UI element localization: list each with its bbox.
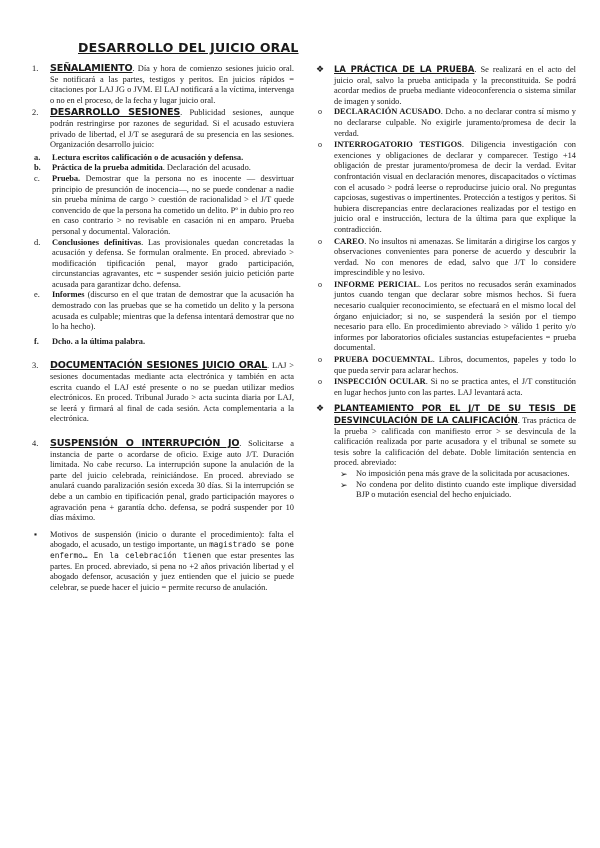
list-item-text: . Si no se practica antes, el J/T constitución en lugar hechos junto con las partes. LAJ levantará acta. [334,377,576,397]
diamond-bullet-icon: ❖ [316,403,325,414]
list-item-b [32,163,294,174]
section-number: 2. [32,108,39,118]
list-item-bold: DECLARACIÓN ACUSADO [334,107,441,117]
list-item-f [32,337,294,348]
bullet-text: Motivos de suspensión (inicio o durante el procedimiento): falta el abogado, el acusado, un testigo importante, un [50,529,294,550]
list-item-bold: INSPECCIÓN OCULAR [334,377,426,387]
left-column [32,64,294,593]
list-item-bold: INTERROGATORIO TESTIGOS [334,140,462,150]
list-item-text: Demostrar que la persona no es inocente — desvirtuar principio de presunción de inocencia—, no se puede condenar a nadie sin prueba mínima de cargo > cuestión de racionalidad > el J/T quede convencido de que la persona ha cometido un delito. Pº in dubio pro reo en caso contrario > no revisable en casación ni en amparo. Prueba personal y documental. Valoración. [52,173,294,236]
section-text: . LAJ > sesiones documentadas mediante acta electrónica y también en acta escrita cuando el LAJ esté presente o no se puedan utilizar medios electrónicos. En proced. Tribunal Jurado > acta sucinta diaria por LAJ, se leerá y firmará al final de cada sesión. Acta complementaria a la electrónica. [50,361,294,424]
section-senalamiento [32,64,294,106]
section-heading: SEÑALAMIENTO [50,63,133,74]
list-item [316,355,576,376]
list-item-d [32,238,294,291]
section-practica-prueba [316,64,576,107]
list-item-text: . Libros, documentos, papeles y todo lo que pueda servir para aclarar hechos. [334,355,577,375]
circle-bullet-icon: o [318,377,322,387]
handwritten-text: magistrado se pone enfermo… En la celebración tienen [50,540,294,560]
list-marker: f. [34,336,39,346]
bullet-text: que estar presentes las partes. En proced. abreviado, si pena no +2 años privación libertad y el abogado defensor, acusación y juez entienden que el juicio se puede celebrar, se puede hacer el juicio = permite recurso de anulación. [50,550,294,592]
list-item [316,469,576,480]
list-item-bold: Informes [52,290,85,300]
limitacion-list [316,469,576,501]
section-text: . Día y hora de comienzo sesiones juicio oral. Se notificará a las partes, testigos y peritos. En juicios rápidos = citaciones por LAJ JG o JVM. El LAJ notificará a la víctima, intervenga o no en el proceso, de la fecha y lugar juicio oral. [50,64,294,105]
section-heading: PLANTEAMIENTO POR EL J/T DE SU TESIS DE DESVINCULACIÓN DE LA CALIFICACIÓN [334,403,576,425]
section-heading: SUSPENSIÓN O INTERRUPCIÓN JO [50,438,240,449]
circle-bullet-icon: o [318,279,322,289]
list-item-bold: Práctica de la prueba admitida [52,163,163,173]
section-number: 1. [32,64,39,73]
section-text: . Publicidad sesiones, aunque podrán restringirse por razones de seguridad. Si el acusado estuviera privado de libertad, el J/T se asegurará de su presencia en las sesiones. Organización desarrollo juicio: [50,108,295,150]
list-marker: e. [34,290,40,300]
suspension-motivos-bullet [32,530,294,594]
list-item [316,107,576,139]
section-number: 3. [32,361,39,371]
circle-bullet-icon: o [318,140,322,150]
list-item-text: . Las provisionales quedan concretadas la acusación y defensa. Se formulan oralmente. En proced. abreviado > modificación tipificación penal, mayor grado participación, circunstancias agravantes, etc = suspender sesión juicio petición parte acusada para garantizar dcho. defensa. [52,237,294,289]
section-planteamiento [316,403,576,469]
section-text: . Tras práctica de la prueba > calificada con manifiesto error > se desvincula de la calificación realizada por parte acusadora y el tribunal se somete su tesis sobre la calificación del debate. Doble limitación sentencia en proced. abreviado: [334,416,576,468]
list-item-c [32,174,294,238]
list-item-text: . No insultos ni amenazas. Se limitarán a dirigirse los cargos y observaciones convenientes para ponerse de acuerdo y descubrir la verdad. No con menores de edad, salvo que J/T lo considere imprescindible y no lesivo. [334,236,576,278]
arrow-bullet-icon: ➢ [340,479,348,490]
list-item [316,280,576,354]
page-title: DESARROLLO DEL JUICIO ORAL [78,40,299,55]
section-suspension [32,439,294,524]
list-item-text: No condena por delito distinto cuando este implique diversidad BJP o mutación esencial del hecho enjuiciado. [356,479,576,500]
section-text: . Solicitarse a instancia de parte o acordarse de oficio. Exige auto J/T. Duración limitada. No cabe recurso. La interrupción supone la anulación de la parte del juicio celebrada, reiniciándose. En proced. abreviado se anulará cuando paralización sesión exceda 30 días. Si la interrupción se debe a un cambio en tipificación penal, grado participación mayores o agravación pena + garantía dcho. defensa, se podrá suspender por 10 días máximo. [50,439,294,523]
section-text: . Se realizará en el acto del juicio oral, salvo la prueba anticipada y la preconstituida. Se podrá acordar medios de prueba mediante videoconferencia o sistema similar de imagen y sonido. [334,65,576,106]
list-marker: b. [34,163,41,173]
list-item [316,237,576,279]
circle-bullet-icon: o [318,107,322,117]
list-item-bold: Conclusiones definitivas [52,237,142,247]
list-item [316,480,576,501]
right-column [316,64,576,501]
list-item-bold: PRUEBA DOCUEMNTAL [334,355,433,365]
list-item-text: (discurso en el que tratan de demostrar que la acusación ha demostrado con las pruebas que se ha cometido un delito y la persona acusada es culpable; mientras que la defensa intentará demostrar que no lo ha hecho). [52,290,294,332]
list-item-bold: CAREO [334,236,365,246]
list-item-bold: INFORME PERICIAL [334,279,419,289]
list-item-text: Lectura escritos calificación o de acusación y defensa. [52,152,244,162]
list-item-text: . Dcho. a no declarar contra sí mismo y no declararse culpable. No exigirle juramento/promesa de decir la verdad. [334,107,576,138]
list-marker: d. [34,237,41,247]
section-heading: LA PRÁCTICA DE LA PRUEBA [334,64,475,74]
section-heading: DESARROLLO SESIONES [50,107,181,119]
list-item-a [32,153,294,164]
list-marker: a. [34,152,41,162]
list-marker: c. [34,173,40,183]
section-desarrollo-sesiones [32,108,294,150]
section-documentacion [32,361,294,425]
section-heading: DOCUMENTACIÓN SESIONES JUICIO ORAL [50,360,268,372]
list-item-text: No imposición pena más grave de la solicitada por acusaciones. [356,468,570,478]
list-item-bold: Prueba. [52,173,81,183]
list-item-text: . Declaración del acusado. [162,163,251,173]
circle-bullet-icon: o [318,355,322,365]
list-item-text: . Los peritos no recusados serán examinados juntos cuando tengan que declarar sobre mismos hechos. Si fuera necesario cualquier reconocimiento, se efectuará en el mismo local del órgano enjuiciador; si no, se suspenderá la sesión por el tiempo necesario para ello. En procedimiento abreviado > válido 1 perito y/o informes por laboratorios oficiales sustancias estupefacientes = prueba documental. [334,279,576,353]
list-item [316,140,576,235]
circle-bullet-icon: o [318,236,322,246]
bullet-marker: ▪ [34,529,37,539]
section-number: 4. [32,439,39,448]
list-item-text: Dcho. a la última palabra. [52,336,146,346]
arrow-bullet-icon: ➢ [340,468,348,479]
list-item-text: . Diligencia investigación con exenciones y obligaciones de declarar y comparecer. Testigo +14 obligación de prestar juramento/promesa de decir la verdad. Evitar confrontación visual en declaración menores, discapacitados o víctimas con el acusado > podrá leerse o reproducirse juicio oral. No preguntas capciosas, sugestivas o impertinentes. Protección a testigos y peritos. Si hubiera discrepancias entre declaraciones realizadas por el testigo en juicio oral e instrucción, lectura de la última para que explique la contradicción. [334,140,576,234]
list-item [316,377,576,398]
diamond-bullet-icon: ❖ [316,64,325,74]
prueba-list [316,107,576,398]
list-item-e [32,290,294,332]
